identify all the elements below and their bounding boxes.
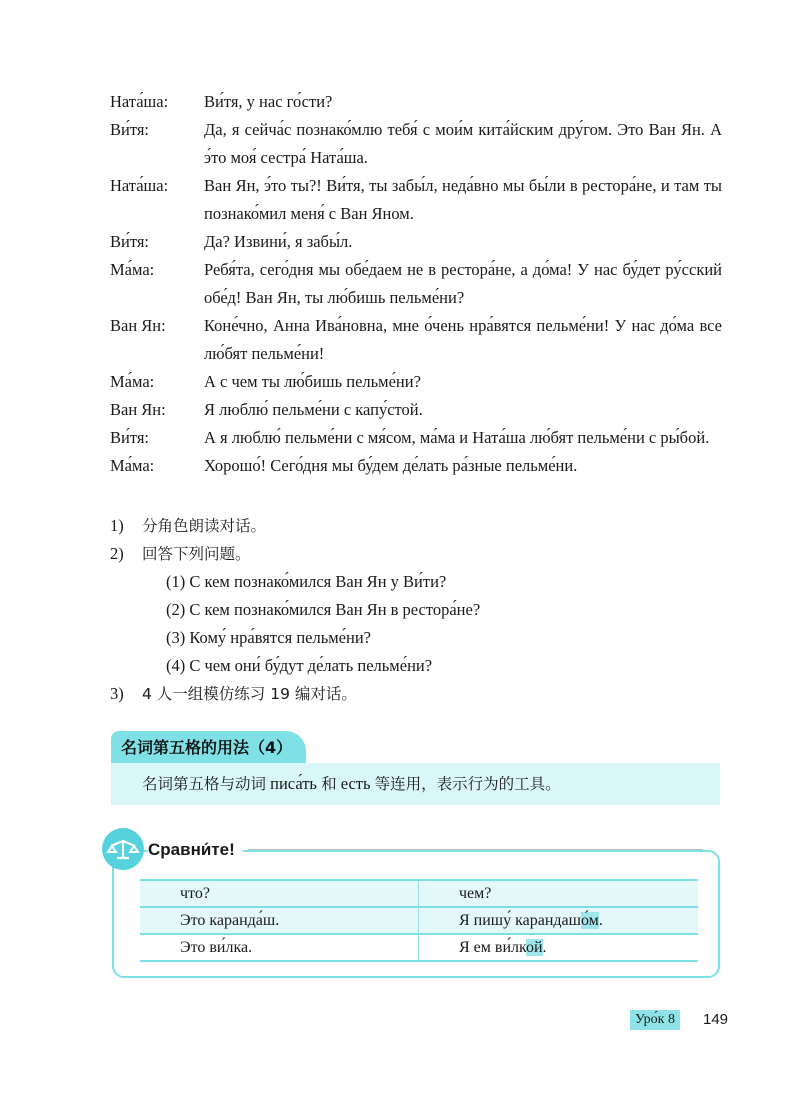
dialogue-line: [110, 228, 722, 256]
question: (1) С кем познако́мился Ван Ян у Ви́ти?: [166, 572, 447, 591]
task-number: 2): [110, 544, 124, 563]
compare-icon: [102, 828, 144, 870]
dialogue-line: [110, 424, 722, 452]
table-cell: Это ви́лка.: [140, 934, 419, 961]
dialogue-line: [110, 396, 722, 424]
task-3: [110, 680, 710, 708]
cell-text: чем?: [459, 884, 492, 902]
grammar-text: 名词第五格与动词: [142, 775, 267, 793]
dialogue-line: [110, 452, 722, 480]
speaker: Ви́тя:: [110, 120, 150, 139]
speaker: Ма́ма:: [110, 456, 155, 475]
dialogue-line: [110, 256, 722, 312]
page-number: 149: [703, 1011, 729, 1028]
grammar-word: есть: [336, 774, 375, 793]
table-cell: [419, 907, 699, 934]
speech: Ребя́та, сего́дня мы обе́даем не в рестора́не, а до́ма! У нас бу́дет ру́сский обе́д! Ван Ян, ты лю́бишь пельме́ни?: [204, 260, 722, 307]
speaker: Ван Ян:: [110, 316, 166, 335]
task-2: [110, 540, 710, 568]
cell-text: Я пишу́ карандаш: [459, 911, 581, 929]
dialogue-line: [110, 368, 722, 396]
ending-highlight: о́м: [580, 911, 599, 929]
compare-title: Сравни́те!: [148, 836, 243, 864]
dialogue-line: [110, 116, 722, 172]
speech: Да? Извини́, я забы́л.: [204, 232, 353, 251]
table-row: [140, 880, 698, 907]
table-cell: [419, 880, 699, 907]
speaker: Ван Ян:: [110, 400, 166, 419]
question: (3) Кому́ нра́вятся пельме́ни?: [166, 628, 371, 647]
table-cell: [419, 934, 699, 961]
table-cell: Это каранда́ш.: [140, 907, 419, 934]
dialogue: [110, 88, 722, 480]
grammar-word: писа́ть: [266, 774, 322, 793]
compare-title-rule: [248, 849, 703, 850]
cell-text: Я ем ви́лк: [459, 938, 526, 956]
speaker: Ви́тя:: [110, 232, 150, 251]
dialogue-line: [110, 312, 722, 368]
speaker: Ната́ша:: [110, 176, 169, 195]
grammar-text: 等连用，表示行为的工具。: [374, 775, 561, 793]
speech: Ви́тя, у нас го́сти?: [204, 92, 333, 111]
grammar-title: 名词第五格的用法（4）: [111, 731, 306, 763]
dialogue-line: [110, 172, 722, 228]
speech: А я люблю́ пельме́ни с мя́сом, ма́ма и Ната́ша лю́бят пельме́ни с ры́бой.: [204, 428, 710, 447]
speaker: Ната́ша:: [110, 92, 169, 111]
dialogue-line: [110, 88, 722, 116]
task-1: [110, 512, 710, 540]
speech: Я люблю́ пельме́ни с капу́стой.: [204, 400, 423, 419]
cell-text: .: [598, 911, 603, 929]
speech: Да, я сейча́с познако́млю тебя́ с мои́м кита́йским дру́гом. Это Ван Ян. А э́то моя́ сестра́ Ната́ша.: [204, 120, 722, 167]
compare-table: [140, 879, 698, 962]
speech: Коне́чно, Анна Ива́новна, мне о́чень нра́вятся пельме́ни! У нас до́ма все лю́бят пельме́ни!: [204, 316, 722, 363]
task-text: 回答下列问题。: [142, 545, 251, 563]
table-row: [140, 934, 698, 961]
table-cell: что?: [140, 880, 419, 907]
grammar-text: 和: [321, 775, 337, 793]
task-number: 3): [110, 684, 124, 703]
speech: А с чем ты лю́бишь пельме́ни?: [204, 372, 421, 391]
speaker: Ма́ма:: [110, 372, 155, 391]
question: (2) С кем познако́мился Ван Ян в рестора́не?: [166, 600, 481, 619]
speech: Хорошо́! Сего́дня мы бу́дем де́лать ра́зные пельме́ни.: [204, 456, 578, 475]
grammar-rule: [111, 763, 720, 805]
table-row: [140, 907, 698, 934]
ending-highlight: ой: [525, 938, 543, 956]
speaker: Ви́тя:: [110, 428, 150, 447]
speaker: Ма́ма:: [110, 260, 155, 279]
task-text: 4 人一组模仿练习 19 编对话。: [142, 685, 357, 703]
tasks: [110, 512, 710, 708]
speech: Ван Ян, э́то ты?! Ви́тя, ты забы́л, неда́вно мы бы́ли в рестора́не, и там ты познако́мил меня́ с Ван Яном.: [204, 176, 722, 223]
lesson-label: Уро́к 8: [630, 1010, 680, 1030]
task-text: 分角色朗读对话。: [142, 517, 267, 535]
task-number: 1): [110, 516, 124, 535]
cell-text: .: [542, 938, 547, 956]
question: (4) С чем они́ бу́дут де́лать пельме́ни?: [166, 656, 433, 675]
